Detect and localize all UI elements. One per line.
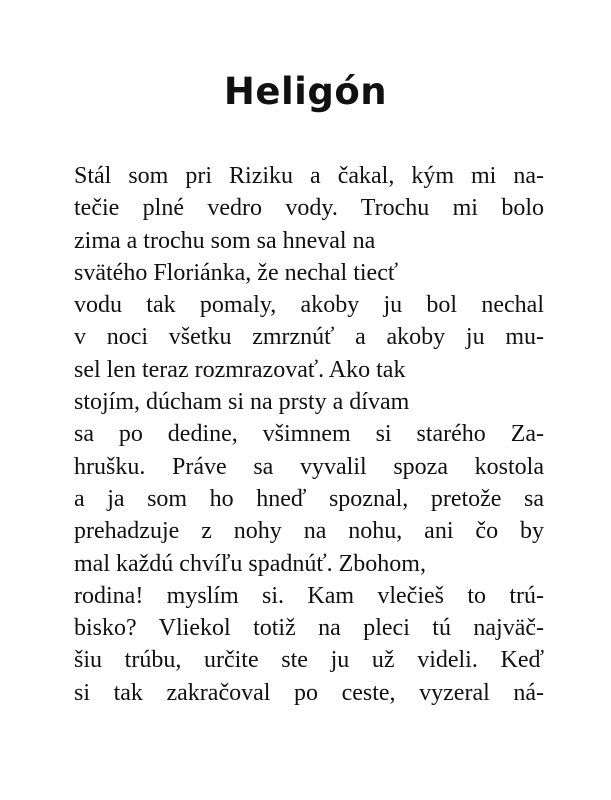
text-line: vodu tak pomaly, akoby ju bol nechal: [74, 292, 544, 319]
chapter-title: Heligón: [223, 70, 388, 113]
text-line: Stál som pri Riziku a čakal, kým mi na-: [74, 163, 544, 189]
text-line: svätého Floriánka, že nechal tiecť: [74, 259, 399, 286]
chapter-body: [74, 160, 544, 709]
text-line: rodina! myslím si. Kam vlečieš to trú-: [74, 582, 544, 609]
text-line: stojím, dúcham si na prsty a dívam: [74, 389, 410, 416]
text-line: sel len teraz rozmrazovať. Ako tak: [74, 356, 406, 383]
text-line: sa po dedine, všimnem si starého Za-: [74, 421, 544, 448]
text-line: bisko? Vliekol totiž na pleci tú najväč-: [74, 615, 544, 642]
text-line: prehadzuje z nohy na nohu, ani čo by: [74, 518, 544, 545]
text-line: tečie plné vedro vody. Trochu mi bolo: [74, 195, 544, 222]
text-line: si tak zakračoval po ceste, vyzeral ná-: [74, 679, 544, 706]
text-line: a ja som ho hneď spoznal, pretože sa: [74, 485, 544, 512]
text-line: šiu trúbu, určite ste ju už videli. Keď: [74, 647, 544, 674]
text-line: zima a trochu som sa hneval na: [74, 227, 376, 254]
text-line: mal každú chvíľu spadnúť. Zbohom,: [74, 550, 426, 577]
text-line: hrušku. Práve sa vyvalil spoza kostola: [74, 453, 544, 480]
text-line: v noci všetku zmrznúť a akoby ju mu-: [74, 324, 544, 351]
